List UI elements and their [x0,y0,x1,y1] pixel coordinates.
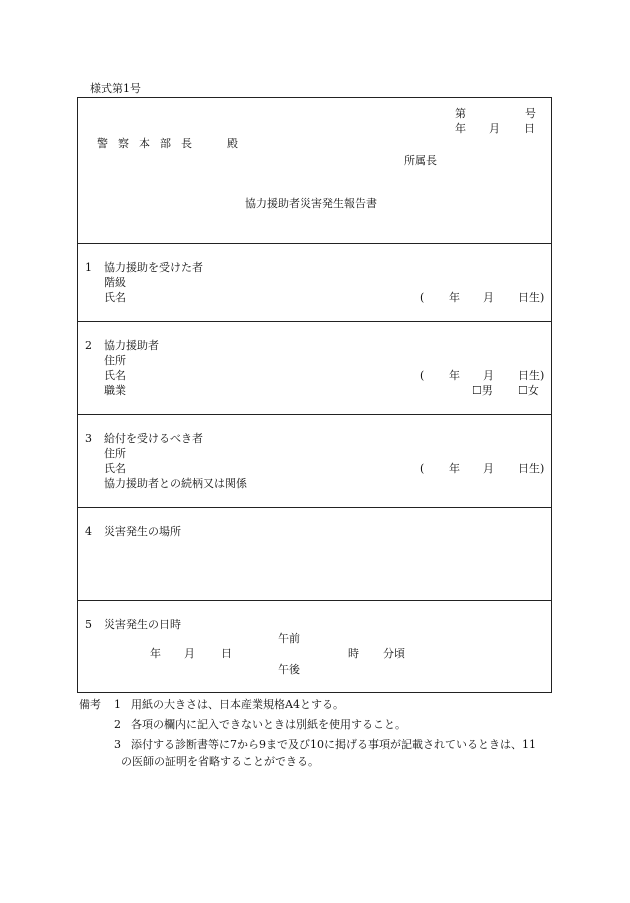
minute-label: 分頃 [383,647,405,660]
number-suffix: 号 [525,107,536,120]
birth-year: 年 [449,291,460,304]
name-label: 氏名 [104,291,126,304]
form-title: 協力援助者災害発生報告書 [245,197,377,210]
day-label: 日 [221,647,232,660]
section-2-number: 2 [85,339,92,352]
birth-day: 日生) [518,369,545,382]
relation-label: 協力援助者との続柄又は関係 [104,477,247,490]
section-1 [78,243,551,322]
birth-open: ( [420,291,425,304]
section-3 [78,414,551,508]
birth-month: 月 [483,369,494,382]
birth-year: 年 [449,462,460,475]
name-label: 氏名 [104,369,126,382]
birth-open: ( [420,369,425,382]
birth-day: 日生) [518,291,545,304]
section-4-number: 4 [85,525,92,538]
date-month: 月 [489,122,500,135]
hour-label: 時 [348,647,359,660]
male-checkbox[interactable]: ☐男 [472,384,493,397]
address-label: 住所 [104,354,126,367]
sender: 所属長 [404,154,437,167]
form-number: 様式第1号 [90,82,141,95]
section-2 [78,321,551,415]
section-1-heading: 協力援助を受けた者 [104,261,203,274]
name-label: 氏名 [104,462,126,475]
section-2-heading: 協力援助者 [104,339,159,352]
notes-label: 備考 [79,698,101,711]
am-label: 午前 [278,632,300,645]
section-4-heading: 災害発生の場所 [104,525,181,538]
addressee: 警察本部長 [97,137,202,150]
month-label: 月 [184,647,195,660]
section-3-number: 3 [85,432,92,445]
birth-open: ( [420,462,425,475]
note-2-text: 各項の欄内に記入できないときは別紙を使用すること。 [131,718,406,731]
section-5-number: 5 [85,618,92,631]
honorific: 殿 [227,137,238,150]
section-4 [78,507,551,601]
birth-month: 月 [483,291,494,304]
pm-label: 午後 [278,663,300,676]
number-prefix: 第 [455,107,466,120]
rank-label: 階級 [104,276,126,289]
year-label: 年 [150,647,161,660]
section-1-number: 1 [85,261,92,274]
address-label: 住所 [104,447,126,460]
note-2-number: 2 [114,718,121,731]
birth-year: 年 [449,369,460,382]
birth-month: 月 [483,462,494,475]
note-3-number: 3 [114,738,121,751]
note-3-text: 添付する診断書等に7から9まで及び10に掲げる事項が記載されているときは、11 [131,738,536,751]
birth-day: 日生) [518,462,545,475]
date-day: 日 [524,122,535,135]
report-form [77,97,552,693]
date-year: 年 [455,122,466,135]
note-3-continuation: の医師の証明を省略することができる。 [121,755,319,768]
note-1-text: 用紙の大きさは、日本産業規格A4とする。 [131,698,344,711]
note-1-number: 1 [114,698,121,711]
section-3-heading: 給付を受けるべき者 [104,432,203,445]
section-5-heading: 災害発生の日時 [104,618,181,631]
section-5 [78,600,551,693]
occupation-label: 職業 [104,384,126,397]
female-checkbox[interactable]: ☐女 [518,384,539,397]
